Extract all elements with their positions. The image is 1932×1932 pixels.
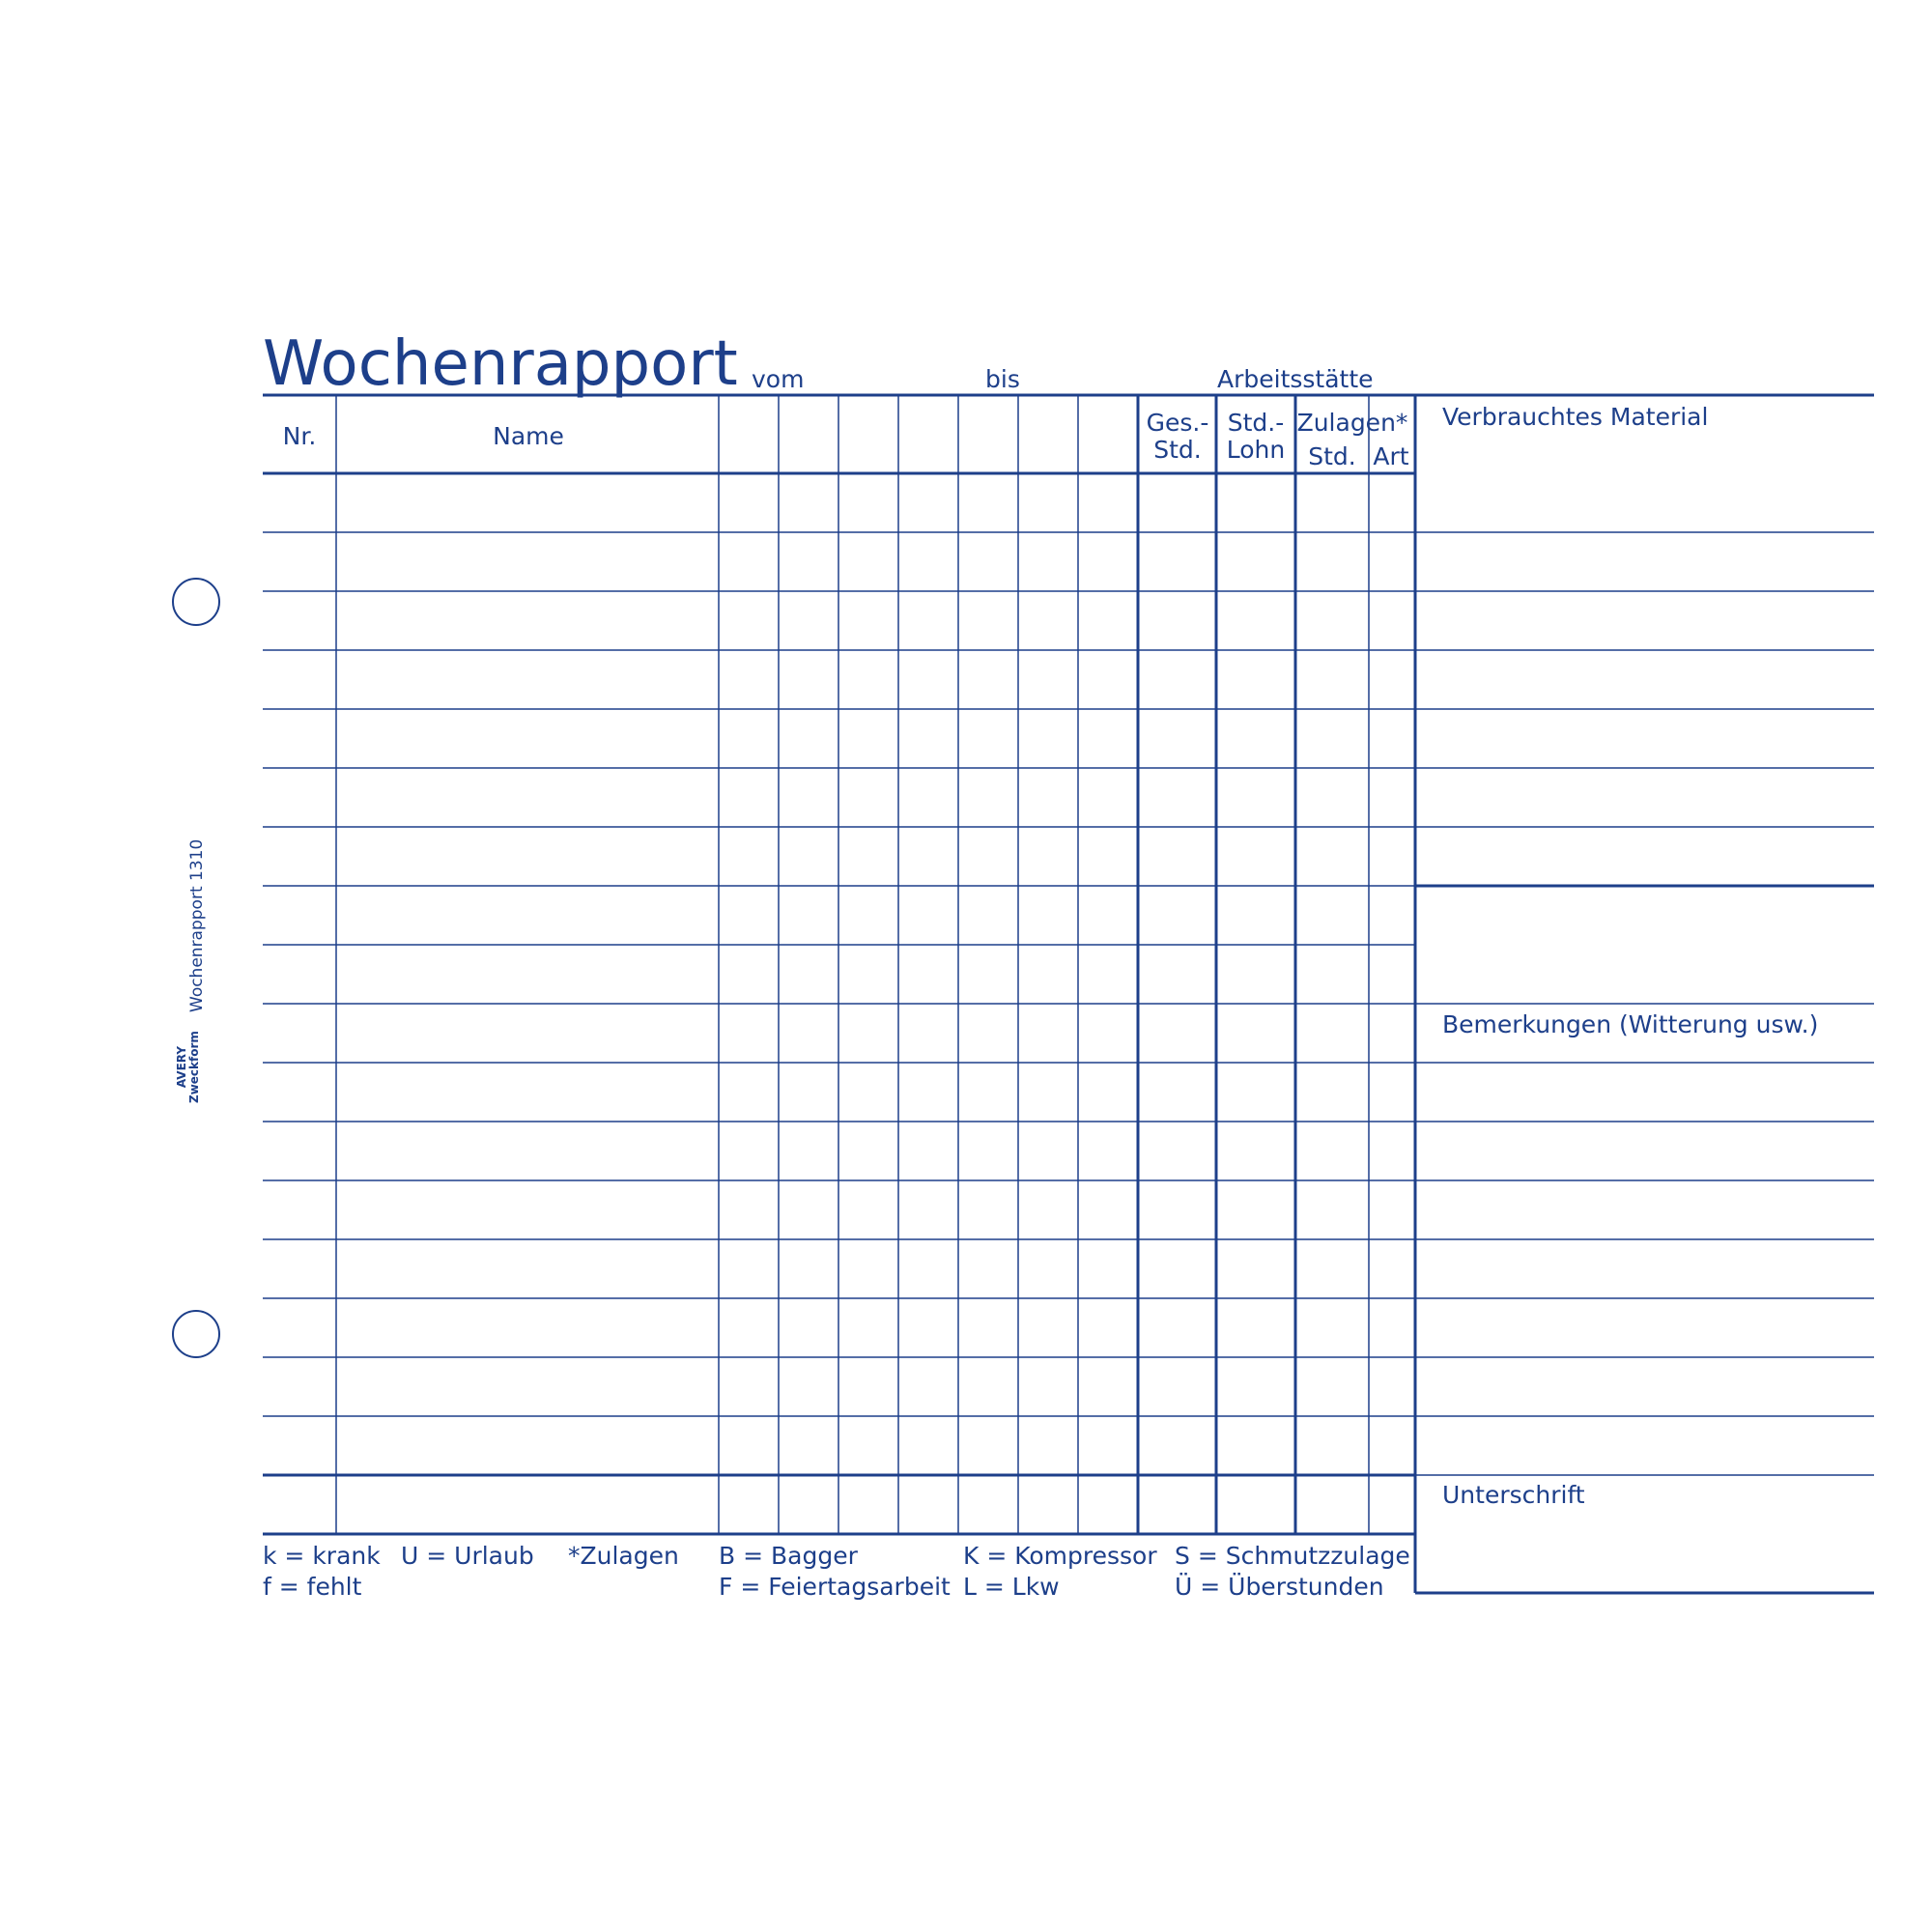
brand-logo-line1: AVERY bbox=[175, 1045, 188, 1089]
legend-sick: k = krank bbox=[263, 1542, 381, 1570]
from-date-label: vom bbox=[752, 365, 805, 393]
remarks-label: Bemerkungen (Witterung usw.) bbox=[1442, 1010, 1819, 1038]
legend-overtime: Ü = Überstunden bbox=[1175, 1573, 1384, 1601]
punch-hole-bottom bbox=[172, 1310, 220, 1358]
nr-header: Nr. bbox=[282, 422, 317, 450]
allowances-hours-header: Std. bbox=[1308, 442, 1356, 470]
brand-logo-line2: Zweckform bbox=[187, 1031, 202, 1103]
to-date-label: bis bbox=[985, 365, 1020, 393]
workplace-label: Arbeitsstätte bbox=[1217, 365, 1374, 393]
legend-dirt-allowance: S = Schmutzzulage bbox=[1175, 1542, 1410, 1570]
legend-compressor: K = Kompressor bbox=[963, 1542, 1157, 1570]
name-header: Name bbox=[493, 422, 564, 450]
page-title: Wochenrapport bbox=[263, 328, 738, 400]
hourly-wage-header-line2: Lohn bbox=[1226, 436, 1286, 464]
total-hours-header-line1: Ges.- bbox=[1146, 409, 1209, 437]
legend-allowances: *Zulagen bbox=[568, 1542, 679, 1570]
signature-label: Unterschrift bbox=[1442, 1481, 1585, 1509]
material-label: Verbrauchtes Material bbox=[1442, 403, 1709, 431]
punch-hole-top bbox=[172, 578, 220, 626]
legend-excavator: B = Bagger bbox=[719, 1542, 858, 1570]
allowances-type-header: Art bbox=[1373, 442, 1409, 470]
legend-absent: f = fehlt bbox=[263, 1573, 362, 1601]
brand-logo bbox=[176, 1031, 201, 1103]
hourly-wage-header-line1: Std.- bbox=[1227, 409, 1285, 437]
legend-vacation: U = Urlaub bbox=[401, 1542, 534, 1570]
form-number-label: Wochenrapport 1310 bbox=[187, 838, 207, 1012]
legend-holiday-work: F = Feiertagsarbeit bbox=[719, 1573, 951, 1601]
legend-truck: L = Lkw bbox=[963, 1573, 1060, 1601]
allowances-header: Zulagen* bbox=[1296, 409, 1408, 437]
total-hours-header-line2: Std. bbox=[1153, 436, 1202, 464]
